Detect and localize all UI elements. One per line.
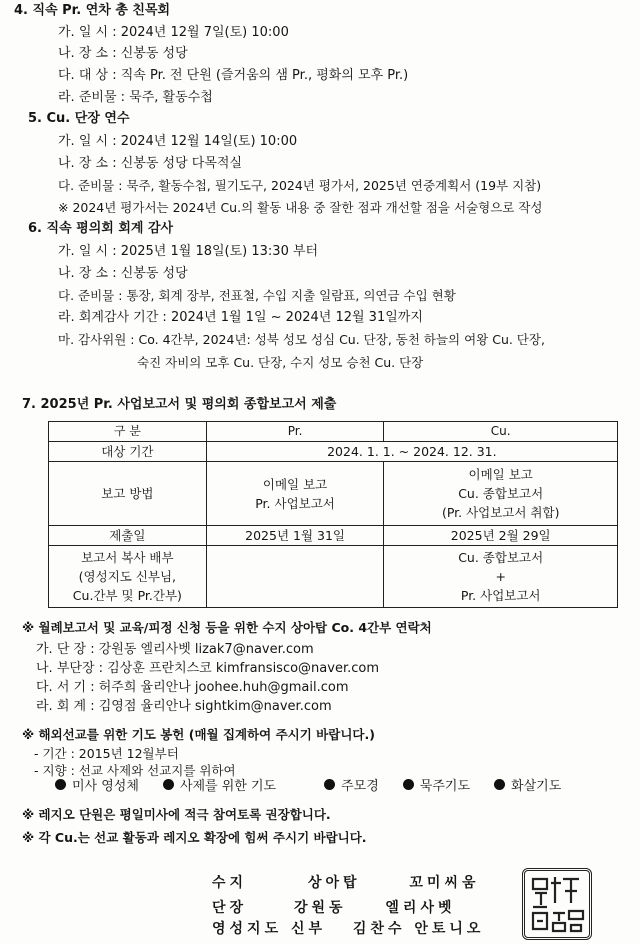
due-cu: 2025년 2월 29일 — [384, 526, 618, 546]
official-seal-icon — [522, 868, 592, 940]
signature-comitium: 꼬미씨움 — [409, 875, 480, 891]
prayer-bullet — [324, 775, 379, 794]
note-mission: ※ 각 Cu.는 선교 활동과 레지오 확장에 힘써 주시기 바랍니다. — [22, 830, 367, 845]
due-label: 제출일 — [49, 526, 207, 546]
prayer-bullet — [403, 775, 470, 794]
contact-treasurer: 라. 회 계 : 김영점 율리안나 sightkim@naver.com — [36, 699, 332, 714]
prayer-bullet-label: 미사 영성체 — [72, 779, 139, 794]
copy-cu-line: + — [495, 569, 506, 584]
section-5-title: 5. Cu. 단장 연수 — [28, 111, 130, 126]
table-header-row — [49, 422, 618, 442]
section-6-item-period: 라. 회계감사 기간 : 2024년 1월 1일 ~ 2024년 12월 31일까지 — [58, 310, 423, 325]
copy-cu — [384, 546, 618, 608]
section-7-title: 7. 2025년 Pr. 사업보고서 및 평의회 종합보고서 제출 — [22, 397, 337, 412]
section-5-item-place: 나. 장 소 : 신봉동 성당 다목적실 — [58, 156, 243, 171]
section-6-item-auditors-cont: 숙진 자비의 모후 Cu. 단장, 수지 성모 승천 Cu. 단장 — [137, 355, 424, 370]
section-6-title: 6. 직속 평의회 회계 감사 — [28, 221, 174, 236]
signature-curia-name: 상아탑 — [307, 875, 361, 891]
signature-line-3 — [212, 918, 484, 938]
signature-leader-name: 강원동 — [293, 900, 347, 916]
prayer-bullet-label: 묵주기도 — [419, 779, 471, 794]
contact-leader: 가. 단 장 : 강원동 엘리사벳 lizak7@naver.com — [36, 642, 314, 657]
prayer-bullets — [55, 775, 585, 794]
signature-region: 수지 — [212, 875, 248, 891]
prayer-title: ※ 해외선교를 위한 기도 봉헌 (매월 집계하여 주시기 바랍니다.) — [22, 727, 375, 742]
section-5-item-date: 가. 일 시 : 2024년 12월 14일(토) 10:00 — [58, 134, 298, 149]
section-6-item-supplies: 다. 준비물 : 통장, 회계 장부, 전표철, 수입 지출 일람표, 의연금 수입 현황 — [58, 288, 456, 303]
table-row-copy — [49, 546, 618, 608]
report-table — [48, 421, 618, 608]
prayer-bullet — [163, 775, 276, 794]
method-pr-line: Pr. 사업보고서 — [255, 495, 335, 511]
prayer-bullet — [494, 775, 561, 794]
table-row-due — [49, 526, 618, 546]
section-4-item-date: 가. 일 시 : 2024년 12월 7일(토) 10:00 — [58, 25, 289, 40]
table-header-cu: Cu. — [384, 422, 618, 442]
section-6-item-auditors: 마. 감사위원 : Co. 4간부, 2024년: 성북 성모 성심 Cu. 단장, 동천 하늘의 여왕 Cu. 단장, — [58, 332, 545, 347]
section-4-item-place: 나. 장 소 : 신봉동 성당 — [58, 46, 188, 61]
prayer-intent: - 지향 : 선교 사제와 선교지를 위하여 — [34, 763, 236, 778]
method-cu-line: 이메일 보고 — [468, 467, 533, 482]
contact-secretary: 다. 서 기 : 허주희 율리안나 joohee.huh@gmail.com — [36, 680, 349, 695]
prayer-bullet-label: 사제를 위한 기도 — [179, 779, 277, 794]
seal-glyph-icon — [525, 871, 589, 937]
copy-cu-line: Cu. 종합보고서 — [458, 550, 544, 565]
prayer-period: - 기간 : 2015년 12월부터 — [34, 746, 179, 761]
table-header-pr: Pr. — [206, 422, 384, 442]
contacts-title: ※ 월례보고서 및 교육/피정 신청 등을 위한 수지 상아탑 Co. 4간부 연락처 — [22, 620, 432, 635]
signature-leader-baptismal: 엘리사벳 — [385, 900, 456, 916]
signature-line-1 — [212, 872, 480, 892]
bullet-dot-icon — [324, 779, 335, 790]
method-label: 보고 방법 — [49, 462, 207, 526]
section-6-item-place: 나. 장 소 : 신봉동 성당 — [58, 266, 188, 281]
method-cu-line: Cu. 종합보고서 — [458, 486, 544, 501]
signature-role-leader: 단장 — [212, 900, 248, 916]
method-cu-line: (Pr. 사업보고서 취합) — [441, 505, 560, 520]
signature-line-2 — [212, 897, 456, 917]
section-6-item-date: 가. 일 시 : 2025년 1월 18일(토) 13:30 부터 — [58, 244, 319, 259]
copy-label-line: 보고서 복사 배부 — [81, 550, 174, 565]
table-row-method — [49, 462, 618, 526]
copy-pr — [206, 546, 384, 608]
signature-role-director: 영성지도 신부 — [212, 921, 327, 937]
prayer-bullet-label: 주모경 — [341, 779, 379, 794]
bullet-dot-icon — [55, 779, 66, 790]
copy-cu-line: Pr. 사업보고서 — [460, 588, 541, 603]
prayer-bullet — [55, 775, 139, 794]
method-pr-line: 이메일 보고 — [262, 476, 328, 492]
section-4-item-supplies: 라. 준비물 : 묵주, 활동수첩 — [58, 90, 213, 105]
copy-label-line: Cu.간부 및 Pr.간부) — [72, 588, 182, 603]
method-cu — [384, 462, 618, 526]
section-4-title: 4. 직속 Pr. 연차 총 친목회 — [14, 3, 171, 18]
table-row-period — [49, 442, 618, 462]
section-5-note: ※ 2024년 평가서는 2024년 Cu.의 활동 내용 중 잘한 점과 개선할 점을 서술형으로 작성 — [58, 200, 543, 215]
table-header-category: 구 분 — [49, 422, 207, 442]
copy-label-line: (영성지도 신부님, — [78, 569, 177, 584]
bullet-dot-icon — [163, 779, 174, 790]
method-pr — [206, 462, 384, 526]
section-5-item-supplies: 다. 준비물 : 묵주, 활동수첩, 필기도구, 2024년 평가서, 2025년 연중계획서 (19부 지참) — [58, 178, 542, 193]
prayer-bullet-label: 화살기도 — [511, 779, 562, 794]
section-4-item-target: 다. 대 상 : 직속 Pr. 전 단원 (즐거움의 샘 Pr., 평화의 모후 Pr.) — [58, 68, 409, 83]
bullet-dot-icon — [403, 779, 414, 790]
copy-label — [49, 546, 207, 608]
period-value: 2024. 1. 1. ~ 2024. 12. 31. — [206, 442, 617, 462]
period-label: 대상 기간 — [49, 442, 207, 462]
bullet-dot-icon — [494, 779, 505, 790]
signature-director-name: 김찬수 안토니오 — [352, 921, 485, 937]
note-mass: ※ 레지오 단원은 평일미사에 적극 참여토록 권장합니다. — [22, 807, 331, 822]
contact-vice-leader: 나. 부단장 : 김상훈 프란치스코 kimfransisco@naver.com — [36, 661, 380, 676]
due-pr: 2025년 1월 31일 — [206, 526, 384, 546]
